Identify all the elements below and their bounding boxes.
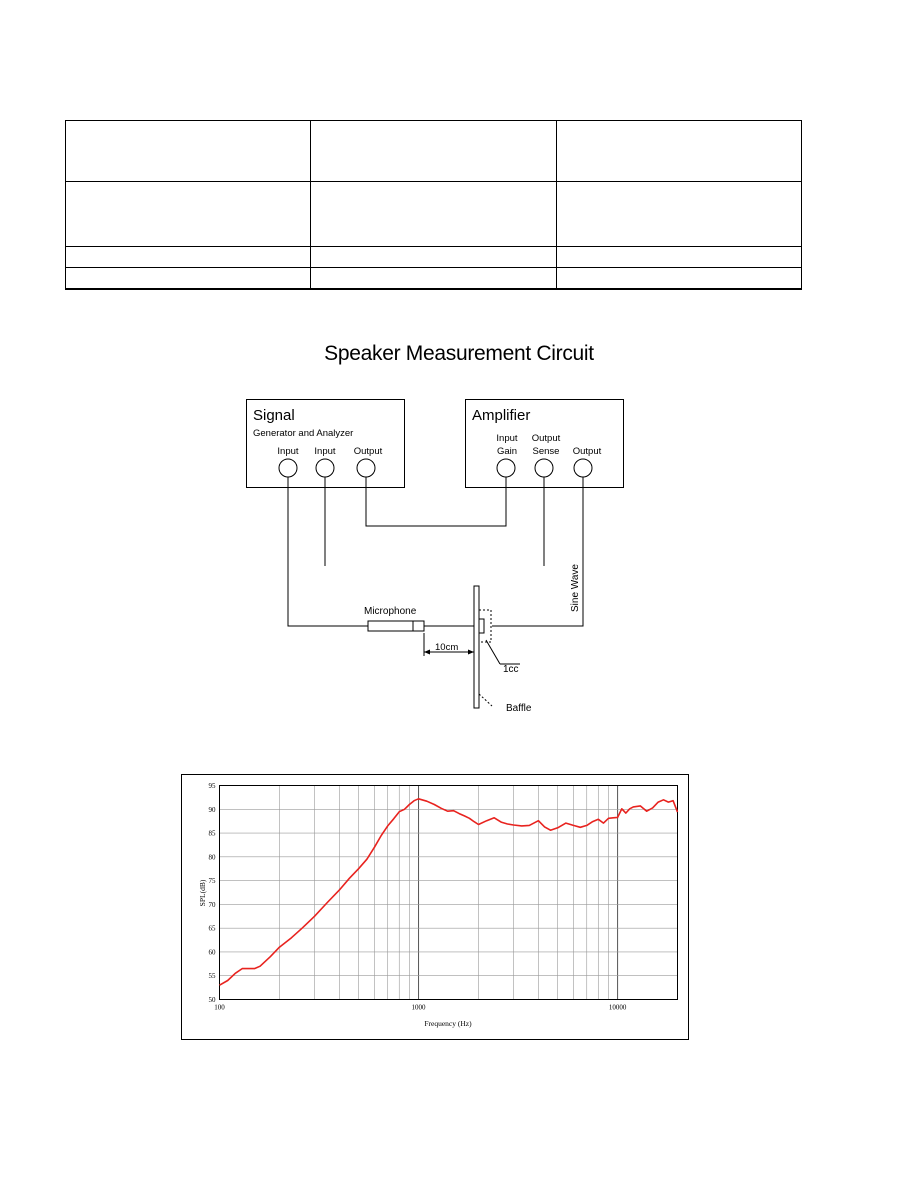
table-cell bbox=[556, 121, 801, 182]
signal-port-label: Input bbox=[314, 446, 336, 457]
spl-chart bbox=[182, 775, 688, 1039]
signal-box-subtitle: Generator and Analyzer bbox=[253, 428, 354, 439]
table-cell bbox=[311, 247, 556, 268]
table-cell bbox=[311, 121, 556, 182]
table-cell bbox=[66, 268, 311, 290]
baffle-leader bbox=[479, 694, 492, 706]
table-cell bbox=[556, 247, 801, 268]
y-tick-label: 70 bbox=[208, 900, 216, 909]
table-row bbox=[66, 121, 802, 182]
amp-port-label: Input bbox=[496, 433, 518, 444]
speaker-enclosure bbox=[479, 610, 491, 642]
table-cell bbox=[556, 268, 801, 290]
y-tick-label: 55 bbox=[208, 972, 216, 981]
y-tick-label: 60 bbox=[208, 948, 216, 957]
table-cell bbox=[66, 121, 311, 182]
baffle bbox=[474, 586, 479, 708]
spec-table bbox=[65, 120, 802, 290]
spl-chart-frame bbox=[181, 774, 689, 1040]
table-cell bbox=[66, 247, 311, 268]
amp-port-label: Output bbox=[531, 433, 561, 444]
y-tick-label: 85 bbox=[208, 829, 216, 838]
table-row bbox=[66, 268, 802, 290]
volume-leader bbox=[486, 640, 500, 664]
speaker-driver bbox=[479, 619, 484, 633]
table-cell bbox=[311, 268, 556, 290]
dimension-arrow-right bbox=[468, 650, 474, 655]
signal-port-label: Output bbox=[353, 446, 383, 457]
y-ticks bbox=[209, 782, 217, 1004]
volume-label: 1cc bbox=[503, 664, 519, 675]
x-tick-label: 1000 bbox=[411, 1003, 426, 1012]
signal-box-title: Signal bbox=[253, 407, 295, 424]
table-cell bbox=[311, 182, 556, 247]
amp-output-sense-port bbox=[535, 459, 553, 477]
spl-series-line bbox=[220, 799, 678, 985]
amp-port-label: Sense bbox=[532, 446, 560, 457]
amp-port-label: Output bbox=[572, 446, 602, 457]
series-layer bbox=[220, 799, 678, 985]
signal-port-label: Input bbox=[277, 446, 299, 457]
baffle-label: Baffle bbox=[506, 703, 532, 714]
circuit-diagram bbox=[0, 380, 918, 720]
signal-input-1-port bbox=[279, 459, 297, 477]
signal-output-port bbox=[357, 459, 375, 477]
signal-to-amp-wire bbox=[366, 477, 506, 526]
table-cell bbox=[556, 182, 801, 247]
y-tick-label: 90 bbox=[208, 805, 216, 814]
amp-port-label: Gain bbox=[496, 446, 518, 457]
table-row bbox=[66, 247, 802, 268]
y-tick-label: 95 bbox=[208, 782, 216, 790]
dimension-arrow-left bbox=[424, 650, 430, 655]
x-axis-label: Frequency (Hz) bbox=[424, 1019, 472, 1028]
amplifier-box-title: Amplifier bbox=[472, 407, 531, 424]
x-tick-label: 10000 bbox=[608, 1003, 627, 1012]
y-axis-label: SPL(dB) bbox=[198, 879, 207, 907]
x-tick-label: 100 bbox=[214, 1003, 225, 1012]
signal-input-2-port bbox=[316, 459, 334, 477]
distance-label: 10cm bbox=[435, 642, 459, 653]
x-ticks bbox=[214, 1004, 627, 1012]
circuit-title: Speaker Measurement Circuit bbox=[324, 342, 594, 365]
y-tick-label: 65 bbox=[208, 924, 216, 933]
y-tick-label: 80 bbox=[208, 853, 216, 862]
microphone-label: Microphone bbox=[364, 606, 417, 617]
amp-input-gain-port bbox=[497, 459, 515, 477]
table-row bbox=[66, 182, 802, 247]
y-tick-label: 50 bbox=[208, 996, 216, 1004]
y-tick-label: 75 bbox=[208, 877, 216, 886]
amp-output-port bbox=[574, 459, 592, 477]
microphone bbox=[368, 621, 424, 631]
table-cell bbox=[66, 182, 311, 247]
microphone-wire bbox=[288, 477, 368, 626]
sine-wave-label: Sine Wave bbox=[570, 564, 581, 612]
